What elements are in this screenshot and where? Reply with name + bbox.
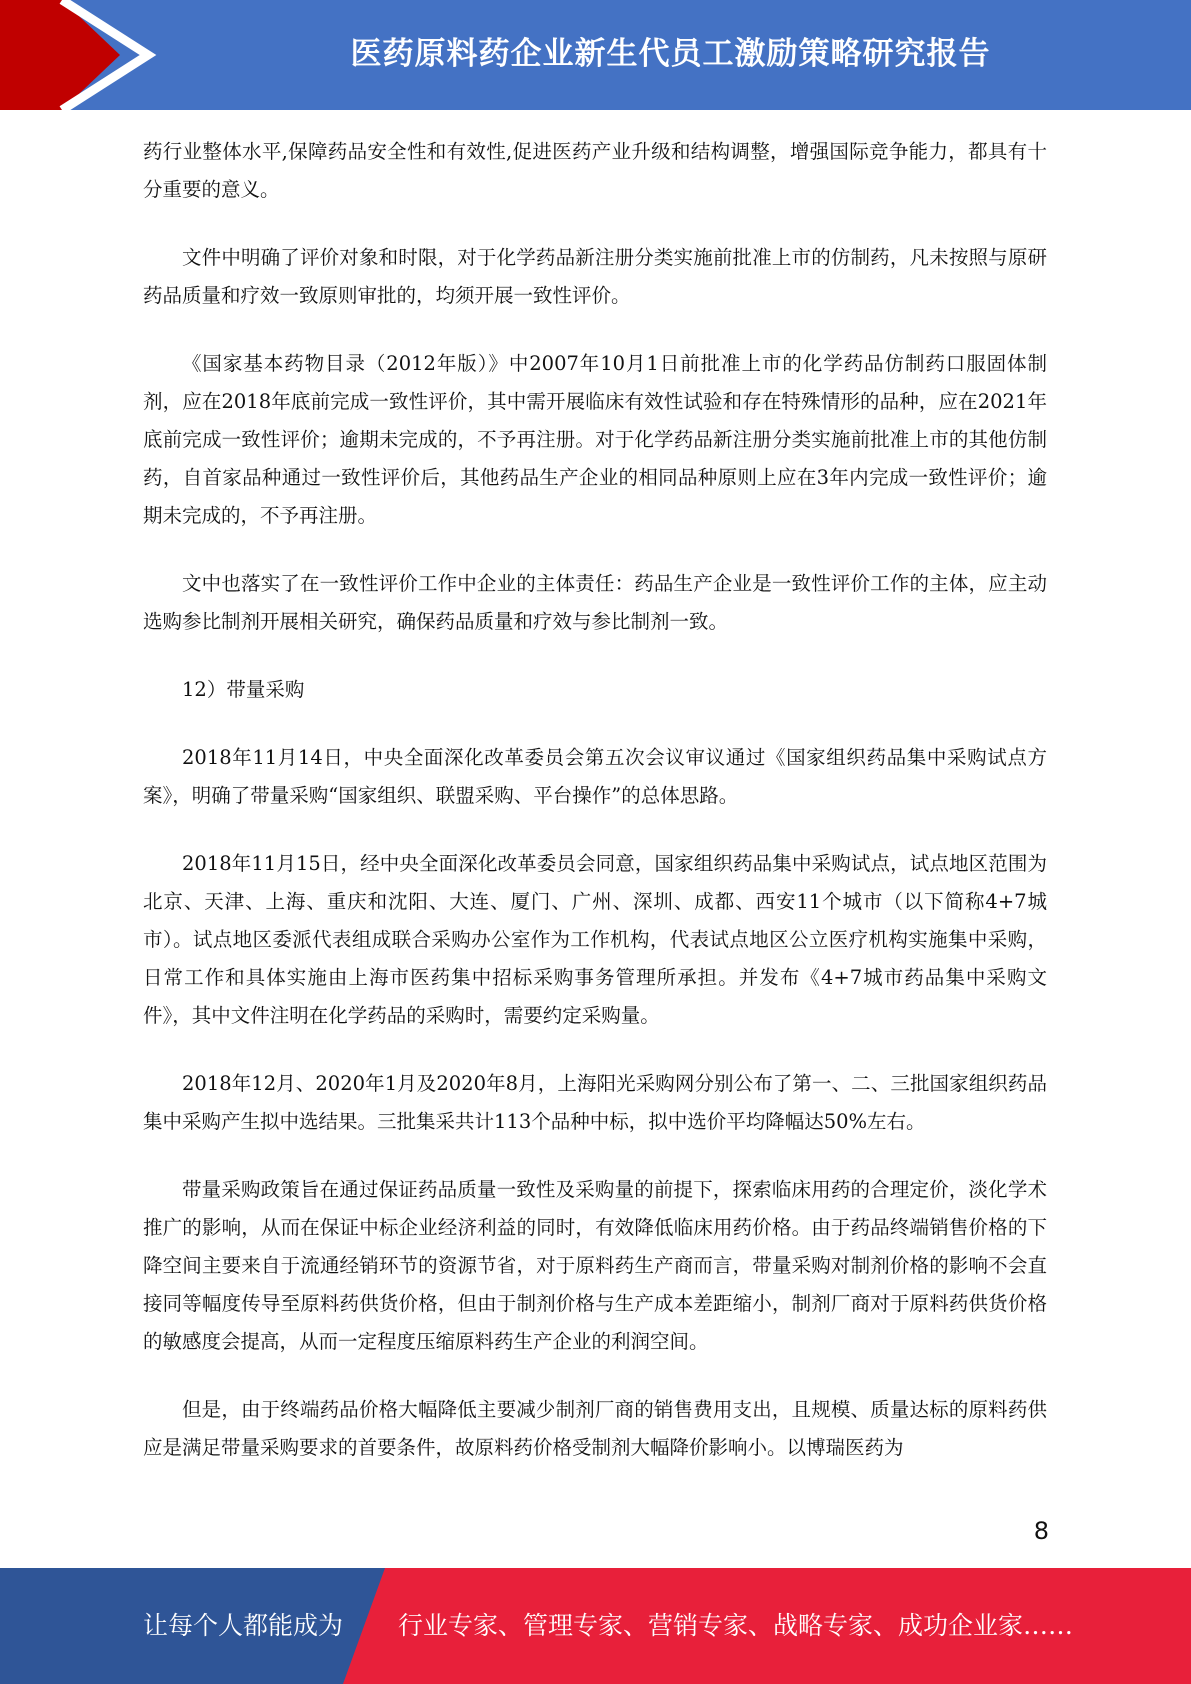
paragraph: 2018年12月、2020年1月及2020年8月，上海阳光采购网分别公布了第一、二、三批国家组织药品集中采购产生拟中选结果。三批集采共计113个品种中标，拟中选价平均降幅达50%左右。 (143, 1072, 1047, 1133)
paragraph: 文件中明确了评价对象和时限，对于化学药品新注册分类实施前批准上市的仿制药，凡未按照与原研药品质量和疗效一致原则审批的，均须开展一致性评价。 (143, 246, 1047, 307)
paragraph: 药行业整体水平,保障药品安全性和有效性,促进医药产业升级和结构调整，增强国际竞争能力，都具有十分重要的意义。 (143, 140, 1047, 201)
paragraph: 带量采购政策旨在通过保证药品质量一致性及采购量的前提下，探索临床用药的合理定价，淡化学术推广的影响，从而在保证中标企业经济利益的同时，有效降低临床用药价格。由于药品终端销售价格的下降空间主要来自于流通经销环节的资源节省，对于原料药生产商而言，带量采购对制剂价格的影响不会直接同等幅度传导至原料药供货价格，但由于制剂价格与生产成本差距缩小，制剂厂商对于原料药供货价格的敏感度会提高，从而一定程度压缩原料药生产企业的利润空间。 (143, 1178, 1047, 1353)
footer-slogan-left: 让每个人都能成为 (143, 1611, 344, 1640)
paragraph: 2018年11月15日，经中央全面深化改革委员会同意，国家组织药品集中采购试点，试点地区范围为北京、天津、上海、重庆和沈阳、大连、厦门、广州、深圳、成都、西安11个城市（以下简称4+7城市）。试点地区委派代表组成联合采购办公室作为工作机构，代表试点地区公立医疗机构实施集中采购，日常工作和具体实施由上海市医药集中招标采购事务管理所承担。并发布《4+7城市药品集中采购文件》，其中文件注明在化学药品的采购时，需要约定采购量。 (143, 852, 1047, 1027)
report-title: 医药原料药企业新生代员工激励策略研究报告 (350, 35, 991, 72)
paragraph: 文中也落实了在一致性评价工作中企业的主体责任：药品生产企业是一致性评价工作的主体，应主动选购参比制剂开展相关研究，确保药品质量和疗效与参比制剂一致。 (143, 572, 1047, 633)
document-body (143, 133, 1047, 1497)
paragraph: 但是，由于终端药品价格大幅降低主要减少制剂厂商的销售费用支出，且规模、质量达标的原料药供应是满足带量采购要求的首要条件，故原料药价格受制剂大幅降价影响小。以博瑞医药为 (143, 1398, 1047, 1459)
page-header (0, 0, 1191, 110)
paragraph: 2018年11月14日，中央全面深化改革委员会第五次会议审议通过《国家组织药品集中采购试点方案》，明确了带量采购“国家组织、联盟采购、平台操作”的总体思路。 (143, 746, 1047, 807)
paragraph: 《国家基本药物目录（2012年版）》中2007年10月1日前批准上市的化学药品仿制药口服固体制剂，应在2018年底前完成一致性评价，其中需开展临床有效性试验和存在特殊情形的品种，应在2021年底前完成一致性评价；逾期未完成的，不予再注册。对于化学药品新注册分类实施前批准上市的其他仿制药，自首家品种通过一致性评价后，其他药品生产企业的相同品种原则上应在3年内完成一致性评价；逾期未完成的，不予再注册。 (143, 352, 1047, 527)
footer-slogan-right: 行业专家、管理专家、营销专家、战略专家、成功企业家…… (398, 1611, 1074, 1640)
page-number: 8 (1033, 1517, 1049, 1545)
section-heading: 12）带量采购 (182, 678, 305, 701)
page-footer (0, 1568, 1191, 1684)
